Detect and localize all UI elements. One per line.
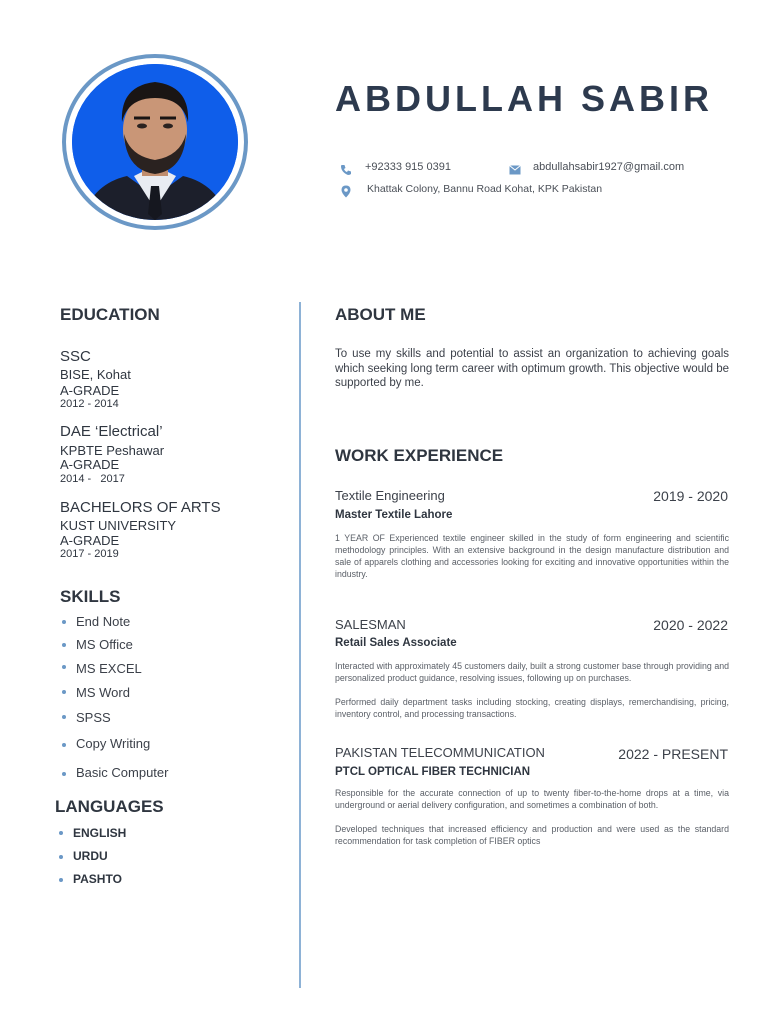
work-experience-heading: WORK EXPERIENCE [335,446,504,465]
skill-item: MS Word [76,685,130,700]
location-pin-icon [341,185,351,198]
education-degree: DAE ‘Electrical’ [60,423,163,440]
bullet-icon [59,855,63,859]
education-years: 2014 - 2017 [60,473,125,485]
person-portrait-icon [72,64,238,220]
education-school: BISE, Kohat [60,367,131,382]
column-divider [299,302,301,988]
job-years: 2019 - 2020 [653,488,728,504]
bullet-icon [62,743,66,747]
bullet-icon [62,715,66,719]
languages-heading: LANGUAGES [55,797,164,816]
education-degree: SSC [60,348,91,365]
profile-photo [72,64,238,220]
job-role: Retail Sales Associate [335,637,457,649]
job-description: 1 YEAR OF Experienced textile engineer skilled in the study of form engineering and scientific methodology principles. With an extensive background in the design manufacture distribution and sale of apparels clothing and accessories looking for exciting and innovative opportunities within the industry. [335,533,729,579]
skill-item: MS Office [76,637,133,652]
email-address[interactable]: abdullahsabir1927@gmail.com [533,161,685,173]
bullet-icon [62,620,66,624]
phone-icon [340,164,352,176]
language-item: URDU [73,849,108,863]
about-heading: ABOUT ME [335,305,426,324]
bullet-icon [62,772,66,776]
address: Khattak Colony, Bannu Road Kohat, KPK Pakistan [367,183,603,195]
bullet-icon [62,643,66,647]
job-description: Responsible for the accurate connection of up to twenty fiber-to-the-home drops at a time, via underground or aerial delivery configuration, and sometimes a combination of both. [335,788,729,810]
education-grade: A-GRADE [60,383,120,398]
education-years: 2012 - 2014 [60,398,119,410]
phone-number[interactable]: +92333 915 0391 [365,161,451,173]
skill-item: Basic Computer [76,765,169,780]
job-title: SALESMAN [335,617,406,632]
job-role: PTCL OPTICAL FIBER TECHNICIAN [335,766,531,778]
job-description: Performed daily department tasks including stocking, creating displays, remerchandising, pricing, inventory control, and processing transactions. [335,697,729,719]
profile-photo-frame [62,54,248,230]
education-grade: A-GRADE [60,457,120,472]
education-degree: BACHELORS OF ARTS [60,499,221,516]
skill-item: MS EXCEL [76,661,142,676]
job-title: PAKISTAN TELECOMMUNICATION [335,745,545,760]
person-name: ABDULLAH SABIR [335,78,713,119]
skill-item: Copy Writing [76,736,151,751]
language-item: ENGLISH [73,826,127,840]
job-description: Developed techniques that increased efficiency and production and were used as the standard recommendation for task completion of FIBER optics [335,824,729,846]
education-heading: EDUCATION [60,305,160,324]
education-school: KUST UNIVERSITY [60,518,177,533]
education-grade: A-GRADE [60,533,120,548]
skill-item: End Note [76,614,131,629]
job-title: Textile Engineering [335,488,445,503]
bullet-icon [62,690,66,694]
language-item: PASHTO [73,872,122,886]
job-role: Master Textile Lahore [335,509,453,521]
education-years: 2017 - 2019 [60,548,119,560]
bullet-icon [59,878,63,882]
about-text: To use my skills and potential to assist an organization to achieving goals which seeking long term career with optimum growth. This objective would be supported by me. [335,348,729,389]
bullet-icon [59,831,63,835]
bullet-icon [62,665,66,669]
education-school: KPBTE Peshawar [60,443,165,458]
envelope-icon [509,165,521,175]
job-description: Interacted with approximately 45 customers daily, built a strong customer base through providing and personalized product guidance, resolving issues, following up on purchases. [335,661,729,683]
job-years: 2022 - PRESENT [618,746,728,762]
skills-heading: SKILLS [60,587,121,606]
job-years: 2020 - 2022 [653,617,728,633]
skill-item: SPSS [76,710,111,725]
